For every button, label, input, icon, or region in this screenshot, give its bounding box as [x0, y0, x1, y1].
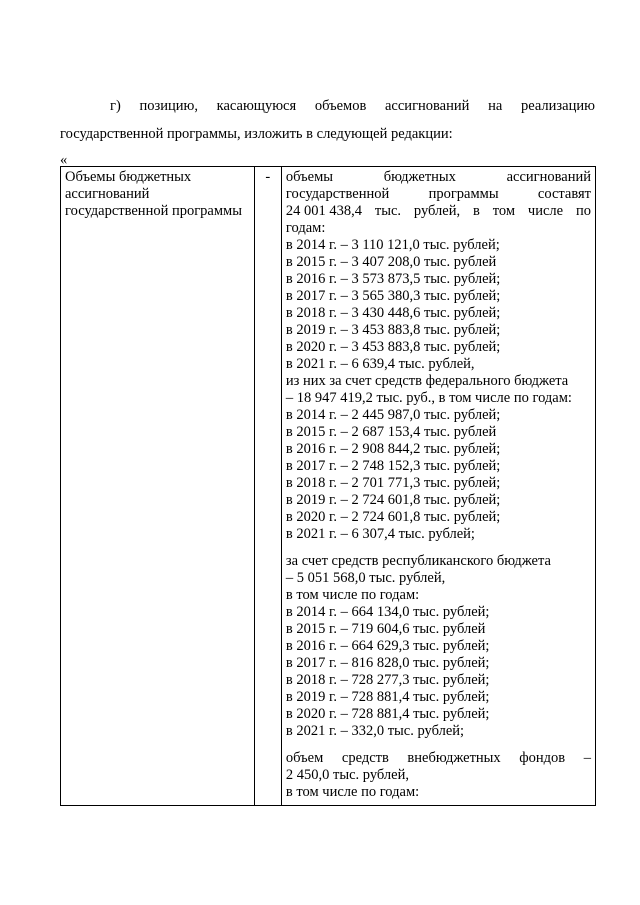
republic-total: – 5 051 568,0 тыс. рублей, [285, 570, 446, 586]
republic-year-line: в 2021 г. – 332,0 тыс. рублей; [285, 723, 465, 739]
total-year-line: в 2016 г. – 3 573 873,5 тыс. рублей; [285, 271, 501, 287]
offbudget-word: средств [341, 750, 389, 766]
intro-word: на [488, 98, 503, 114]
republic-year-line: в 2014 г. – 664 134,0 тыс. рублей; [285, 604, 490, 620]
summary-word: тыс. [374, 203, 402, 219]
republic-year-line: в 2020 г. – 728 881,4 тыс. рублей; [285, 706, 490, 722]
total-year-line: в 2018 г. – 3 430 448,6 тыс. рублей; [285, 305, 501, 321]
summary-line [286, 169, 591, 186]
intro-word: касающуюся [216, 98, 297, 114]
dash-cell [254, 167, 281, 806]
intro-word: ассигнований [385, 98, 470, 114]
summary-word: по [575, 203, 591, 219]
open-quote: « [60, 152, 68, 168]
intro-word: позицию, [139, 98, 198, 114]
republic-year-line: в 2015 г. – 719 604,6 тыс. рублей [285, 621, 486, 637]
total-year-line: в 2015 г. – 3 407 208,0 тыс. рублей [285, 254, 497, 270]
total-year-line: в 2014 г. – 3 110 121,0 тыс. рублей; [285, 237, 500, 253]
summary-word: государственной [285, 186, 390, 202]
summary-line [286, 203, 591, 220]
offbudget-word: – [583, 750, 591, 766]
federal-total: – 18 947 419,2 тыс. руб., в том числе по годам: [285, 390, 572, 406]
republic-heading: за счет средств республиканского бюджета [285, 553, 551, 569]
dash: - [265, 169, 271, 185]
intro-word: г) [110, 98, 121, 114]
table-row [61, 167, 596, 806]
total-year-line: в 2021 г. – 6 639,4 тыс. рублей, [285, 356, 475, 372]
republic-year-line: в 2016 г. – 664 629,3 тыс. рублей; [285, 638, 490, 654]
summary-word: бюджетных [383, 169, 456, 185]
republic-by-years: в том числе по годам: [285, 587, 420, 603]
intro-line-1 [60, 97, 595, 115]
summary-word: том [492, 203, 516, 219]
federal-year-line: в 2014 г. – 2 445 987,0 тыс. рублей; [285, 407, 501, 423]
summary-line: годам: [285, 220, 326, 236]
offbudget-total: 2 450,0 тыс. рублей, [285, 767, 409, 783]
summary-word: ассигнований [506, 169, 591, 185]
total-year-line: в 2020 г. – 3 453 883,8 тыс. рублей; [285, 339, 501, 355]
intro-line-2: государственной программы, изложить в следующей редакции: [60, 126, 453, 142]
content-cell [281, 167, 595, 806]
federal-year-line: в 2015 г. – 2 687 153,4 тыс. рублей [285, 424, 497, 440]
offbudget-word: фондов [519, 750, 566, 766]
total-year-line: в 2017 г. – 3 565 380,3 тыс. рублей; [285, 288, 501, 304]
summary-word: числе [527, 203, 564, 219]
summary-line [286, 186, 591, 203]
intro-word: реализацию [520, 98, 595, 114]
program-funding-table [60, 166, 596, 806]
summary-word: в [473, 203, 480, 219]
summary-word: программы [428, 186, 499, 202]
offbudget-heading [286, 750, 591, 767]
federal-year-line: в 2021 г. – 6 307,4 тыс. рублей; [285, 526, 475, 542]
row-label: Объемы бюджетных ассигнований государственной программы [65, 169, 242, 219]
summary-word: составят [537, 186, 591, 202]
summary-word: рублей, [413, 203, 461, 219]
republic-year-line: в 2018 г. – 728 277,3 тыс. рублей; [285, 672, 490, 688]
offbudget-by-years: в том числе по годам: [285, 784, 420, 800]
republic-year-line: в 2017 г. – 816 828,0 тыс. рублей; [285, 655, 490, 671]
offbudget-word: внебюджетных [407, 750, 501, 766]
republic-year-line: в 2019 г. – 728 881,4 тыс. рублей; [285, 689, 490, 705]
federal-heading: из них за счет средств федерального бюджета [285, 373, 569, 389]
intro-word: объемов [314, 98, 367, 114]
offbudget-word: объем [285, 750, 324, 766]
total-year-line: в 2019 г. – 3 453 883,8 тыс. рублей; [285, 322, 501, 338]
federal-year-line: в 2018 г. – 2 701 771,3 тыс. рублей; [285, 475, 501, 491]
federal-year-line: в 2019 г. – 2 724 601,8 тыс. рублей; [285, 492, 501, 508]
row-label-cell [61, 167, 255, 806]
summary-word: 24 001 438,4 [285, 203, 363, 219]
federal-year-line: в 2020 г. – 2 724 601,8 тыс. рублей; [285, 509, 501, 525]
federal-year-line: в 2016 г. – 2 908 844,2 тыс. рублей; [285, 441, 501, 457]
summary-word: объемы [285, 169, 334, 185]
federal-year-line: в 2017 г. – 2 748 152,3 тыс. рублей; [285, 458, 501, 474]
